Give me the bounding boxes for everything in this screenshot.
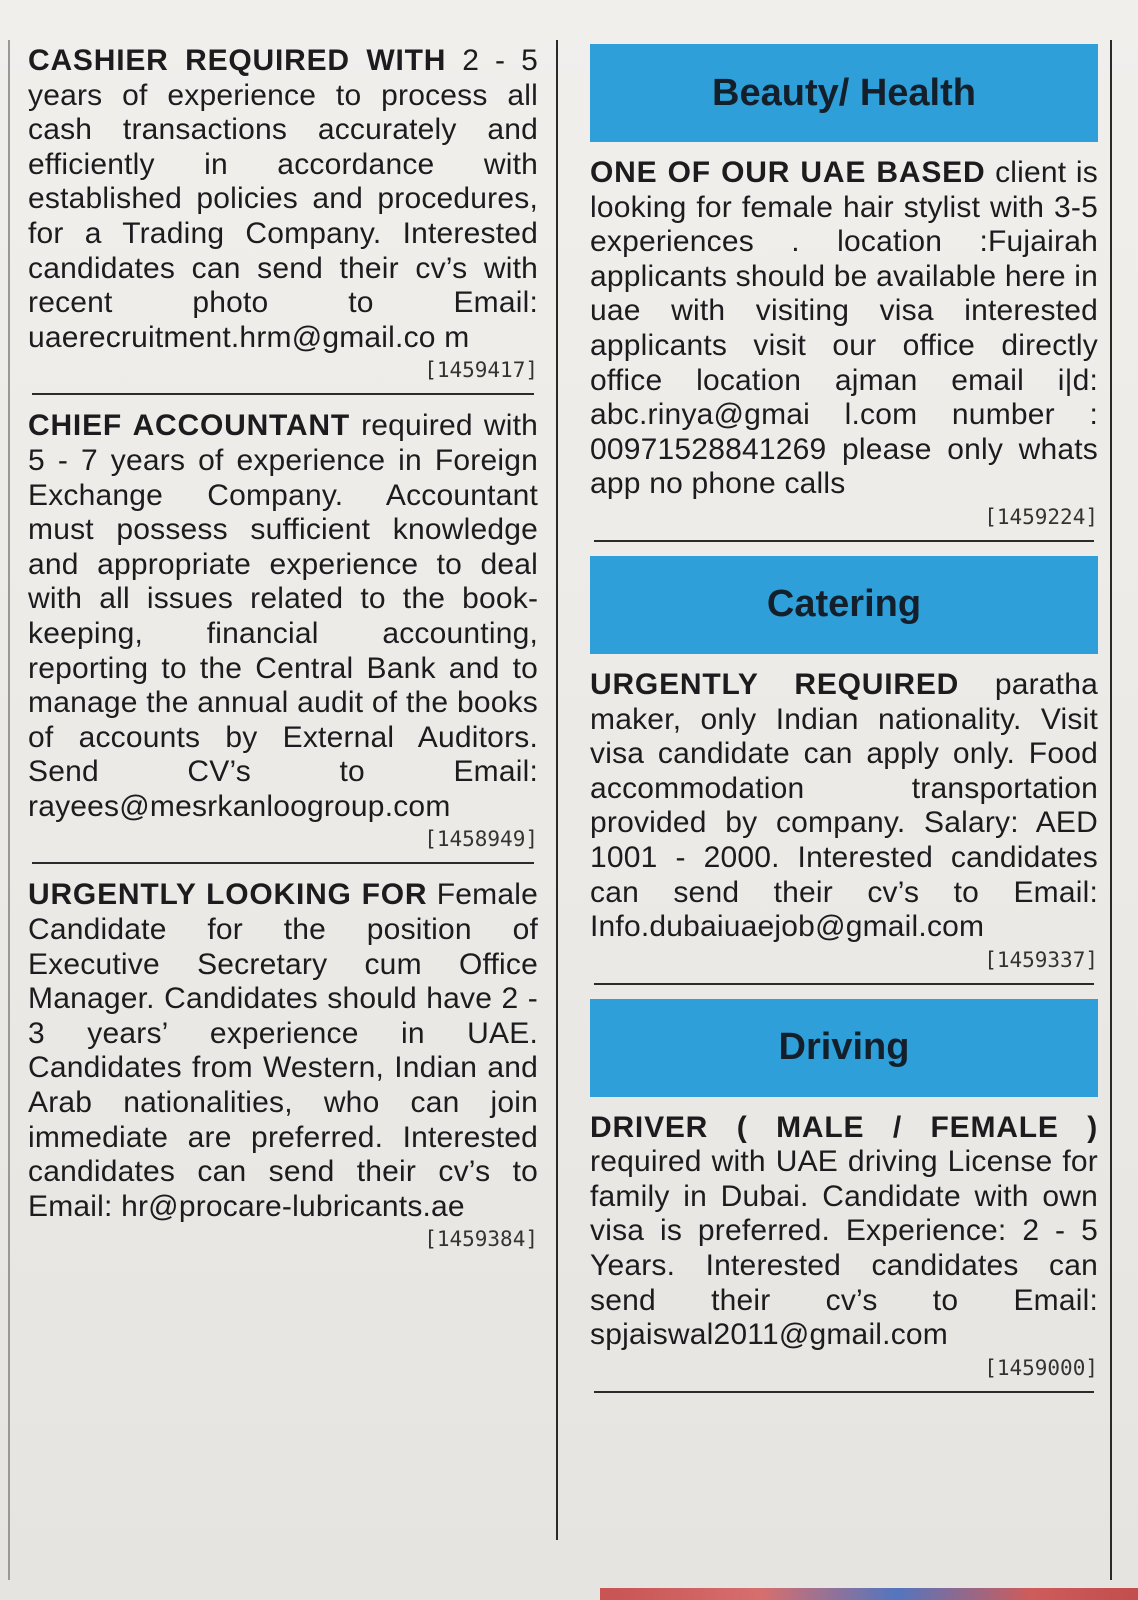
column-rule-center: [556, 40, 558, 1540]
column-rule-right: [1110, 40, 1112, 1580]
left-column: [28, 44, 538, 1252]
ad-divider: [594, 983, 1094, 985]
ad-lead: CASHIER REQUIRED WITH: [28, 44, 447, 77]
ad-divider: [32, 393, 534, 395]
ad-lead: ONE OF OUR UAE BASED: [590, 156, 986, 189]
ad-reference-number: [1459224]: [984, 504, 1098, 529]
classified-ad-chief-accountant: [28, 409, 538, 852]
ad-lead: URGENTLY LOOKING FOR: [28, 878, 428, 912]
ad-body: 2 - 5 years of experience to process all cash transactions accurately and efficiently in accordance with established policies and procedures, for a Trading Company. Interested candidates can send their cv’s with recent photo to Email: uaerecruitment.hrm@gmail.co m: [28, 44, 538, 354]
classified-ad-hair-stylist: [590, 156, 1098, 530]
ad-body: Female Candidate for the position of Executive Secretary cum Office Manager. Candidates should have 2 - 3 years’ experience in UAE. Candidates from Western, Indian and Arab nationalities, who can join immediate are preferred. Interested candidates can send their cv’s to Email: hr@procare-lubricants.ae: [28, 878, 538, 1223]
ad-body: required with 5 - 7 years of experience in Foreign Exchange Company. Accountant must possess sufficient knowledge and appropriate experience to deal with all issues related to the bookkeeping, financial accounting, reporting to the Central Bank and to manage the annual audit of the books of accounts by External Auditors. Send CV’s to Email: rayees@mesrkanloogroup.com: [28, 409, 538, 823]
ad-divider: [594, 540, 1094, 542]
ad-text: [28, 878, 538, 1224]
ad-text: [590, 156, 1098, 502]
ad-text: [590, 668, 1098, 945]
ad-reference-number: [1458949]: [424, 827, 538, 852]
classified-ad-cashier: [28, 44, 538, 383]
ad-text: [28, 44, 538, 355]
section-heading-driving: Driving: [590, 999, 1098, 1097]
ad-reference-number: [1459417]: [424, 358, 538, 383]
ad-reference-number: [1459000]: [984, 1355, 1098, 1380]
next-page-edge: [600, 1588, 1138, 1600]
ad-text: [28, 409, 538, 824]
ad-reference-number: [1459384]: [424, 1227, 538, 1252]
ad-lead: DRIVER ( MALE / FEMALE ): [590, 1110, 1098, 1144]
classified-ad-paratha-maker: [590, 668, 1098, 973]
right-column: [590, 44, 1098, 1393]
ad-divider: [32, 862, 534, 864]
section-heading-catering: Catering: [590, 556, 1098, 654]
ad-divider: [594, 1391, 1094, 1393]
ad-reference-number: [1459337]: [984, 947, 1098, 972]
ad-body: paratha maker, only Indian nationality. Visit visa candidate can apply only. Food accommodation transportation provided by company. Salary: AED 1001 - 2000. Interested candidates can send their cv’s to Email: Info.dubaiuaejob@gmail.com: [590, 667, 1098, 944]
column-rule-left: [8, 40, 10, 1580]
ad-body: required with UAE driving License for family in Dubai. Candidate with own visa is preferred. Experience: 2 - 5 Years. Interested candidates can send their cv’s to Email: spjaiswal2011@gmail.com: [590, 1145, 1098, 1352]
ad-body: client is looking for female hair stylist with 3-5 experiences . location :Fujairah applicants should be available here in uae with visiting visa interested applicants visit our office directly office location ajman email i|d: abc.rinya@gmai l.com number : 00971528841269 please only whats app no phone calls: [590, 156, 1098, 501]
section-heading-beauty-health: Beauty/ Health: [590, 44, 1098, 142]
ad-text: [590, 1111, 1098, 1353]
ad-lead: CHIEF ACCOUNTANT: [28, 409, 350, 443]
classified-ad-executive-secretary: [28, 878, 538, 1252]
ad-lead: URGENTLY REQUIRED: [590, 667, 960, 701]
classified-ad-driver: [590, 1111, 1098, 1381]
